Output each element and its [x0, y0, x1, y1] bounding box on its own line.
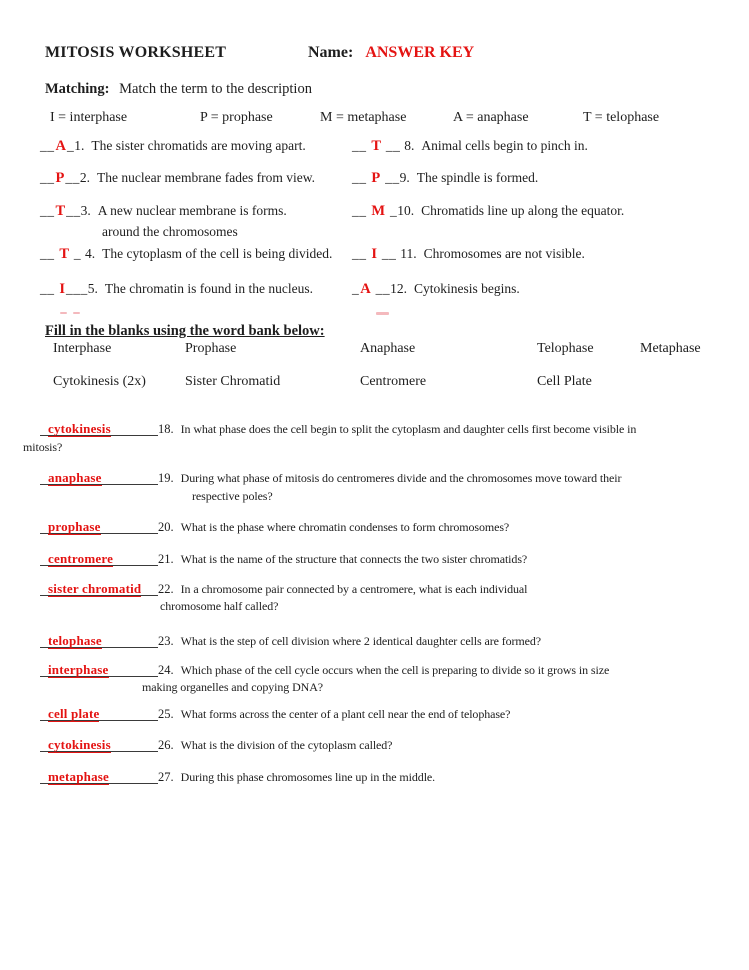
question-text-continuation: respective poles? — [192, 489, 273, 503]
matching-item-4 — [40, 246, 332, 263]
word-bank-interphase: Interphase — [53, 341, 112, 356]
question-text: During what phase of mitosis do centromeres divide and the chromosomes move toward their — [180, 471, 622, 485]
matching-item-2 — [40, 170, 315, 187]
answer-letter: A — [55, 138, 66, 154]
blank-underscore: __ — [352, 246, 371, 261]
blank-underscore: __ — [40, 246, 59, 261]
item-text: The cytoplasm of the cell is being divided. — [102, 246, 333, 261]
blank-underscore: __ — [65, 170, 80, 185]
matching-item-3 — [40, 203, 287, 220]
page-title: MITOSIS WORKSHEET — [45, 44, 227, 61]
answer-letter: T — [59, 246, 70, 262]
question-answer: cell plate — [48, 706, 100, 721]
answer-blank — [40, 551, 158, 567]
blank-underscore: __ — [66, 203, 81, 218]
name-row — [308, 44, 474, 62]
matching-item-8 — [352, 138, 588, 155]
blank-underscore: _ — [70, 246, 86, 261]
question-answer: cytokinesis — [48, 421, 111, 436]
word-bank-sister-chromatid: Sister Chromatid — [185, 374, 281, 389]
faded-mark — [73, 312, 80, 314]
word-bank-metaphase: Metaphase — [640, 341, 701, 356]
item-text: A new nuclear membrane is forms. — [97, 203, 287, 218]
matching-item-10 — [352, 203, 624, 220]
item-text: Cytokinesis begins. — [413, 281, 520, 296]
question-text: During this phase chromosomes line up in the middle. — [180, 770, 436, 784]
question-text-continuation: making organelles and copying DNA? — [142, 680, 324, 694]
answer-blank — [40, 633, 158, 649]
question-row-27 — [40, 769, 435, 785]
question-text-continuation: chromosome half called? — [160, 599, 279, 613]
question-answer: metaphase — [48, 769, 110, 784]
item-text: Animal cells begin to pinch in. — [421, 138, 588, 153]
question-number: 20. — [158, 520, 174, 534]
question-text: What forms across the center of a plant cell near the end of telophase? — [180, 707, 511, 721]
answer-letter: T — [55, 203, 66, 219]
question-row-21 — [40, 551, 527, 567]
question-number: 22. — [158, 582, 174, 596]
blank-underscore: __ — [371, 281, 391, 296]
item-number: 9. — [399, 170, 410, 185]
answer-blank — [40, 470, 158, 486]
answer-letter: T — [371, 138, 382, 154]
blank-underscore: _ — [66, 138, 75, 153]
question-text: Which phase of the cell cycle occurs when the cell is preparing to divide so it grows in size — [180, 663, 610, 677]
item-number: 2. — [79, 170, 90, 185]
word-bank-cytokinesis: Cytokinesis (2x) — [53, 374, 146, 389]
matching-item-5 — [40, 281, 313, 298]
item-number: 5. — [87, 281, 98, 296]
question-row-20 — [40, 519, 509, 535]
word-bank-prophase: Prophase — [185, 341, 237, 356]
question-answer: sister chromatid — [48, 581, 142, 596]
blank-underscore: __ — [352, 203, 371, 218]
question-row-22 — [40, 581, 527, 597]
item-number: 4. — [85, 246, 96, 261]
item-number: 12. — [390, 281, 407, 296]
word-bank-centromere: Centromere — [360, 374, 427, 389]
question-number: 24. — [158, 663, 174, 677]
item-number: 11. — [400, 246, 417, 261]
blank-underscore: __ — [382, 138, 405, 153]
fill-in-heading: Fill in the blanks using the word bank below: — [45, 323, 325, 339]
name-label: Name: — [308, 44, 354, 61]
matching-heading — [45, 81, 312, 98]
word-bank-cell-plate: Cell Plate — [537, 374, 592, 389]
question-row-23 — [40, 633, 541, 649]
matching-heading-text: Match the term to the description — [119, 81, 312, 97]
question-number: 19. — [158, 471, 174, 485]
answer-letter: I — [371, 246, 378, 262]
answer-blank — [40, 581, 158, 597]
answer-blank — [40, 737, 158, 753]
question-text: What is the name of the structure that connects the two sister chromatids? — [180, 552, 528, 566]
answer-letter: M — [371, 203, 386, 219]
item-text: Chromatids line up along the equator. — [421, 203, 625, 218]
matching-item-11 — [352, 246, 585, 263]
item-text: The nuclear membrane fades from view. — [96, 170, 316, 185]
blank-underscore: __ — [352, 138, 371, 153]
blank-underscore: ___ — [66, 281, 88, 296]
question-answer: centromere — [48, 551, 114, 566]
matching-heading-label: Matching: — [45, 81, 110, 97]
question-number: 18. — [158, 422, 174, 436]
question-text: In a chromosome pair connected by a centromere, what is each individual — [180, 582, 528, 596]
answer-letter: I — [59, 281, 66, 297]
blank-underscore: __ — [352, 170, 371, 185]
item-number: 10. — [397, 203, 415, 218]
item-text: Chromosomes are not visible. — [423, 246, 585, 261]
question-number: 26. — [158, 738, 174, 752]
question-text: What is the division of the cytoplasm called? — [180, 738, 393, 752]
word-bank-anaphase: Anaphase — [360, 341, 416, 356]
question-row-18 — [40, 421, 636, 437]
word-bank-telophase: Telophase — [537, 341, 594, 356]
answer-blank — [40, 769, 158, 785]
answer-blank — [40, 662, 158, 678]
legend-item-prophase: P = prophase — [200, 110, 273, 125]
blank-underscore: __ — [378, 246, 401, 261]
question-text: What is the step of cell division where 2 identical daughter cells are formed? — [180, 634, 542, 648]
blank-underscore: __ — [40, 281, 59, 296]
blank-underscore: _ — [352, 281, 360, 296]
answer-blank — [40, 706, 158, 722]
legend-item-metaphase: M = metaphase — [320, 110, 407, 125]
item-text-continuation: around the chromosomes — [102, 224, 238, 239]
question-row-24 — [40, 662, 609, 678]
legend-item-anaphase: A = anaphase — [453, 110, 529, 125]
answer-letter: P — [55, 170, 65, 186]
question-answer: anaphase — [48, 470, 102, 485]
legend-item-telophase: T = telophase — [583, 110, 660, 125]
question-answer: cytokinesis — [48, 737, 111, 752]
answer-blank — [40, 421, 158, 437]
matching-item-1 — [40, 138, 306, 155]
item-number: 8. — [404, 138, 415, 153]
question-answer: interphase — [48, 662, 109, 677]
question-number: 21. — [158, 552, 174, 566]
question-number: 23. — [158, 634, 174, 648]
answer-blank — [40, 519, 158, 535]
item-text: The sister chromatids are moving apart. — [91, 138, 306, 153]
answer-key-value: ANSWER KEY — [365, 44, 475, 61]
blank-underscore: __ — [40, 138, 55, 153]
question-answer: telophase — [48, 633, 102, 648]
question-text: In what phase does the cell begin to split the cytoplasm and daughter cells first become visible in — [180, 422, 637, 436]
item-number: 3. — [80, 203, 91, 218]
question-row-19 — [40, 470, 621, 486]
blank-underscore: __ — [40, 170, 55, 185]
matching-item-12 — [352, 281, 520, 298]
item-text: The spindle is formed. — [416, 170, 539, 185]
question-number: 27. — [158, 770, 174, 784]
blank-underscore: __ — [40, 203, 55, 218]
question-answer: prophase — [48, 519, 101, 534]
question-row-26 — [40, 737, 392, 753]
question-text: What is the phase where chromatin condenses to form chromosomes? — [180, 520, 510, 534]
answer-letter: P — [371, 170, 381, 186]
faded-mark — [376, 312, 389, 315]
blank-underscore: __ — [381, 170, 400, 185]
question-row-25 — [40, 706, 510, 722]
answer-letter: A — [360, 281, 371, 297]
blank-underscore: _ — [386, 203, 398, 218]
question-text-continuation: mitosis? — [23, 440, 63, 454]
legend-item-interphase: I = interphase — [50, 110, 128, 125]
item-text: The chromatin is found in the nucleus. — [104, 281, 313, 296]
item-number: 1. — [74, 138, 85, 153]
matching-item-9 — [352, 170, 538, 187]
question-number: 25. — [158, 707, 174, 721]
faded-mark — [60, 312, 67, 314]
